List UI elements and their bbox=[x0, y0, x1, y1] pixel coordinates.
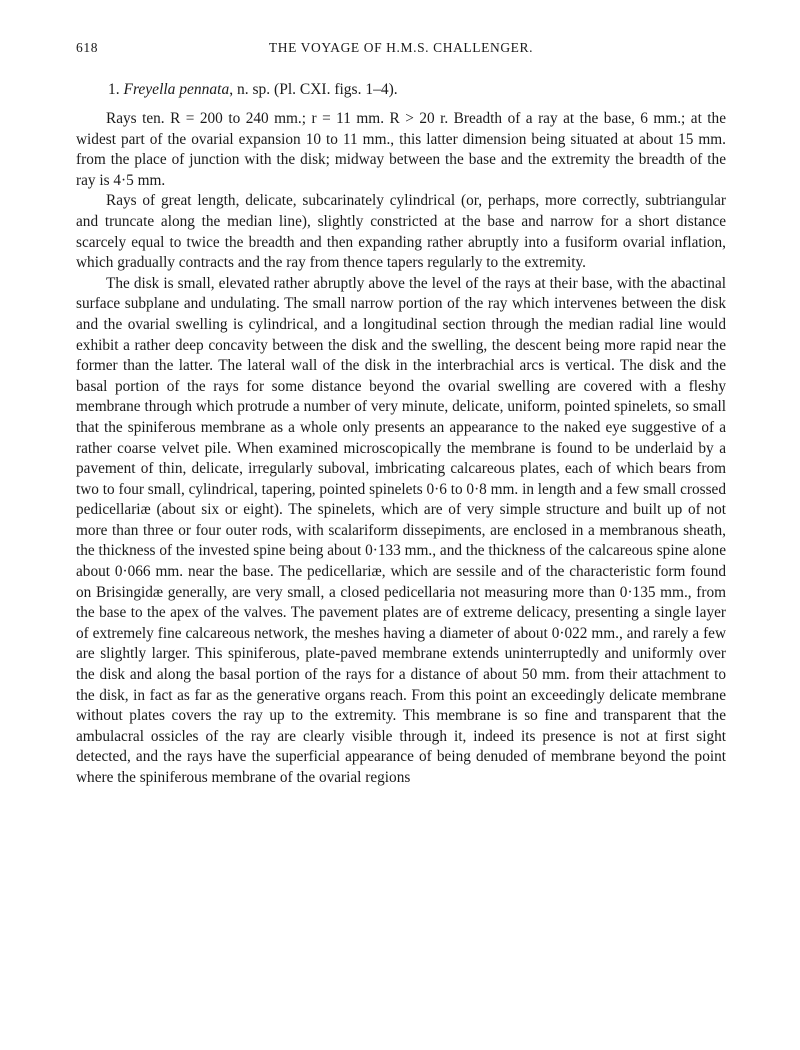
paragraph-dimensions: Rays ten. R = 200 to 240 mm.; r = 11 mm. R > 20 r. Breadth of a ray at the base, 6 mm.; at the widest part of the ovarial expansion 10 to 11 mm., this latter dimension being situated at about 15 mm. from the place of junction with the disk; midway between the base and the extremity the breadth of the ray is 4·5 mm. bbox=[76, 110, 726, 189]
species-reference: , n. sp. (Pl. CXI. figs. 1–4). bbox=[229, 81, 398, 98]
species-number: 1. bbox=[108, 81, 120, 98]
species-heading bbox=[108, 81, 398, 99]
page-number: 618 bbox=[76, 40, 99, 55]
running-title: THE VOYAGE OF H.M.S. CHALLENGER. bbox=[268, 40, 534, 55]
species-name: Freyella pennata bbox=[123, 81, 230, 98]
page-header bbox=[76, 40, 726, 64]
paragraph-rays: Rays of great length, delicate, subcarinately cylindrical (or, perhaps, more correctly, subtriangular and truncate along the median line), slightly constricted at the base and narrow for a short distance scarcely equal to twice the breadth and then expanding rather abruptly into a fusiform ovarial inflation, which gradually contracts and the ray from thence tapers regularly to the extremity. bbox=[76, 192, 726, 272]
paragraph-disk: The disk is small, elevated rather abruptly above the level of the rays at their base, with the abactinal surface subplane and undulating. The small narrow portion of the ray which intervenes between the disk and the ovarial swelling is cylindrical, and a longitudinal section through the median radial line would exhibit a rather deep concavity between the disk and the swelling, the descent being more rapid near the former than the latter. The lateral wall of the disk in the interbrachial arcs is vertical. The disk and the basal portion of the rays for some distance beyond the ovarial swelling are covered with a fleshy membrane through which protrude a number of very minute, delicate, uniform, pointed spinelets, so small that the spiniferous membrane as a whole only presents an appearance to the naked eye suggestive of a rather coarse velvet pile. When examined microscopically the membrane is found to be underlaid by a pavement of thin, delicate, irregularly suboval, imbricating calcareous plates, each of which bears from two to four small, cylindrical, tapering, pointed spinelets 0·6 to 0·8 mm. in length and a few small crossed pedicellariæ (about six or eight). The spinelets, which are of very simple structure and built up of not more than three or four outer rods, with scalariform dissepiments, are enclosed in a membranous sheath, the thickness of the invested spine being about 0·133 mm., and the thickness of the calcareous spine alone about 0·066 mm. near the base. The pedicellariæ, which are sessile and of the characteristic form found on Brisingidæ generally, are very small, a closed pedicellaria not measuring more than 0·135 mm., from the base to the apex of the valves. The pavement plates are of extreme delicacy, presenting a single layer of extremely fine calcareous network, the meshes having a diameter of about 0·022 mm., and rarely a few are slightly larger. This spiniferous, plate-paved membrane extends uninterruptedly and uniformly over the disk and along the basal portion of the rays for a distance of about 50 mm. from their attachment to the disk, in fact as far as the generative organs reach. From this point an exceedingly delicate membrane without plates covers the ray up to the extremity. This membrane is so fine and transparent that the ambulacral ossicles of the ray are clearly visible through it, indeed its presence is not at first sight detected, and the rays have the superficial appearance of being denuded of membrane beyond the point where the spiniferous membrane of the ovarial regions bbox=[76, 274, 726, 786]
body-text bbox=[76, 109, 726, 789]
